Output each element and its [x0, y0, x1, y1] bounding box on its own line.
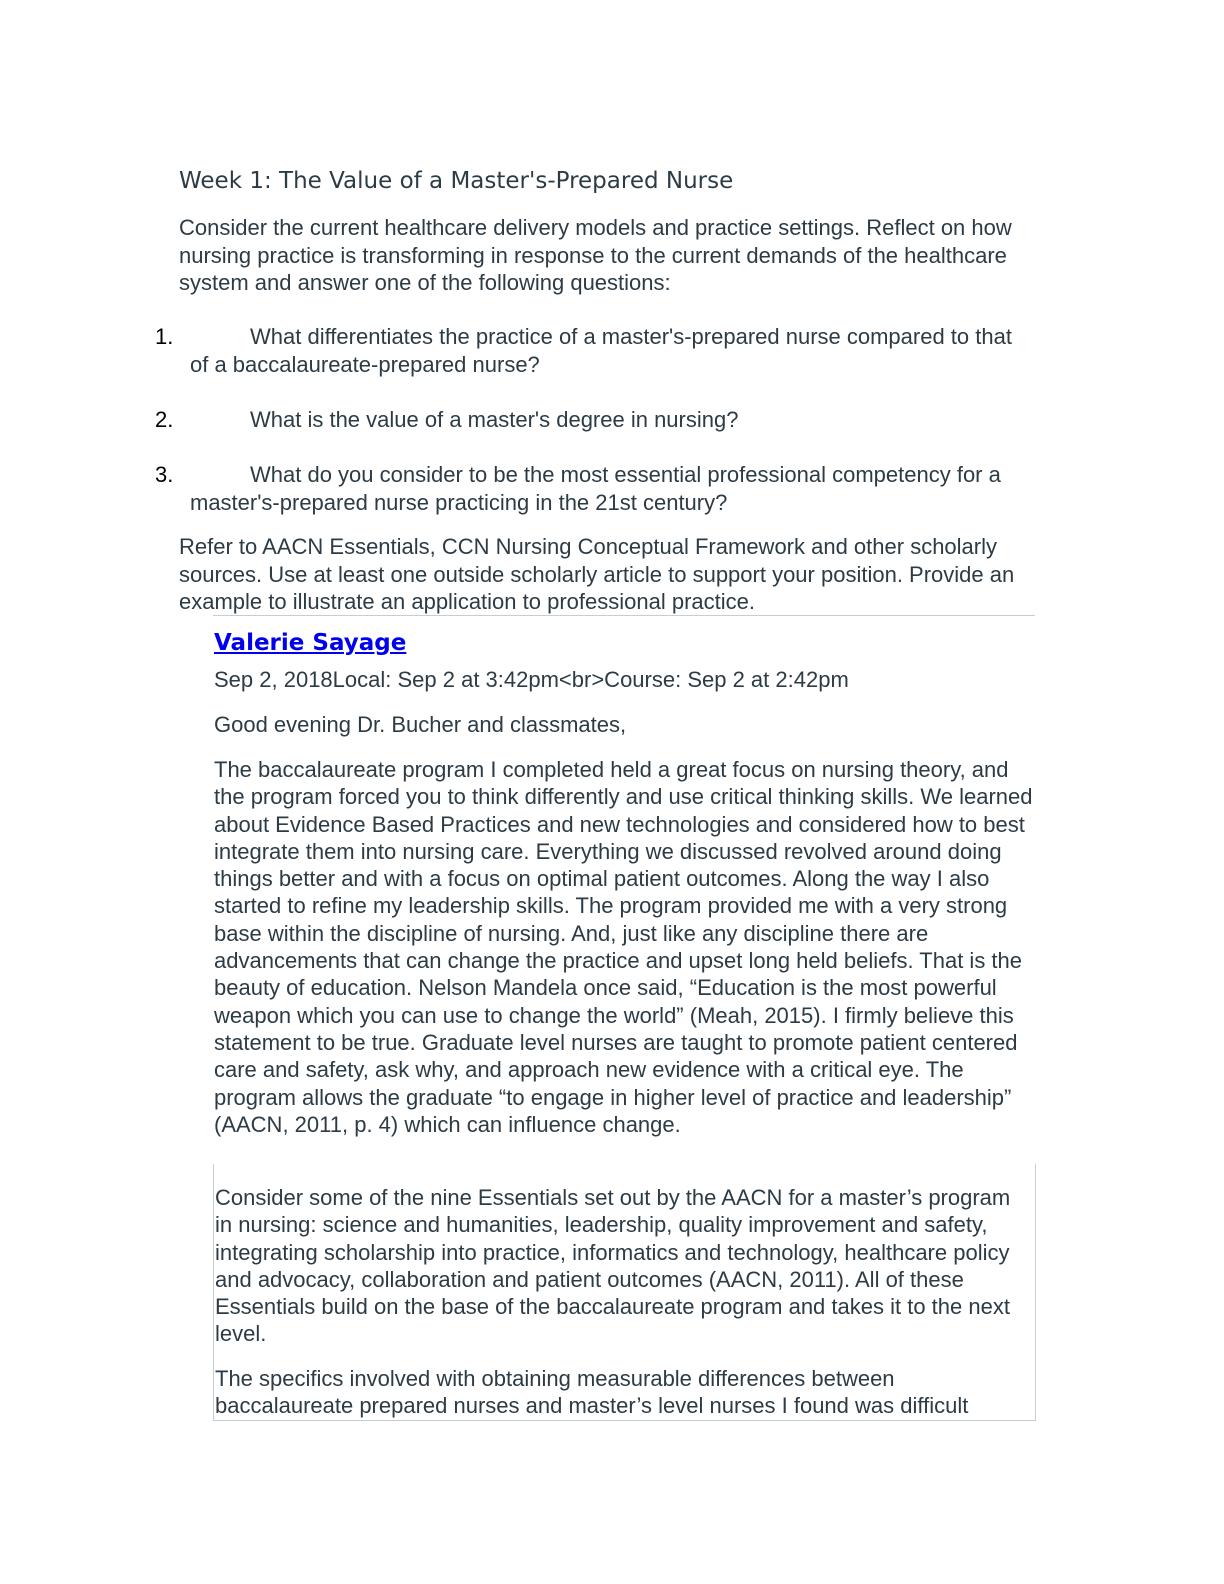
post-content-box	[213, 1164, 1036, 1421]
post-paragraph-3: The specifics involved with obtaining measurable differences between baccalaureate prepared nurses and master’s level nurses I found was difficult	[215, 1366, 969, 1419]
question-item-3	[155, 461, 1035, 516]
question-text: What is the value of a master's degree in nursing?	[250, 407, 739, 432]
page-title: Week 1: The Value of a Master's-Prepared Nurse	[179, 168, 734, 194]
question-number: 3.	[155, 462, 174, 487]
post-author-link[interactable]: Valerie Sayage	[214, 630, 407, 656]
question-number: 2.	[155, 407, 174, 432]
question-text: What do you consider to be the most essential professional competency for a master's-prepared nurse practicing in the 21st century?	[190, 462, 1001, 515]
question-number: 1.	[155, 324, 174, 349]
question-text: What differentiates the practice of a master's-prepared nurse compared to that of a baccalaureate-prepared nurse?	[190, 324, 1012, 377]
question-item-1	[155, 323, 1035, 378]
post-paragraph-1: The baccalaureate program I completed held a great focus on nursing theory, and the program forced you to think differently and use critical thinking skills. We learned about Evidence Based Practices and new technologies and considered how to best integrate them into nursing care. Everything we discussed revolved around doing things better and with a focus on optimal patient outcomes. Along the way I also started to refine my leadership skills. The program provided me with a very strong base within the discipline of nursing. And, just like any discipline there are advancements that can change the practice and upset long held beliefs. That is the beauty of education. Nelson Mandela once said, “Education is the most powerful weapon which you can use to change the world” (Meah, 2015). I firmly believe this statement to be true. Graduate level nurses are taught to promote patient centered care and safety, ask why, and approach new evidence with a critical eye. The program allows the graduate “to engage in higher level of practice and leadership” (AACN, 2011, p. 4) which can influence change.	[214, 757, 1033, 1137]
prompt-instructions: Refer to AACN Essentials, CCN Nursing Conceptual Framework and other scholarly sources. Use at least one outside scholarly article to support your position. Provide an example to illustrate an application to professional practice.	[179, 534, 1015, 614]
prompt-intro: Consider the current healthcare delivery models and practice settings. Reflect on how nursing practice is transforming in response to the current demands of the healthcare system and answer one of the following questions:	[179, 215, 1012, 295]
section-divider	[213, 615, 1035, 616]
post-paragraph-2: Consider some of the nine Essentials set out by the AACN for a master’s program in nursing: science and humanities, leadership, quality improvement and safety, integrating scholarship into practice, informatics and technology, healthcare policy and advocacy, collaboration and patient outcomes (AACN, 2011). All of these Essentials build on the base of the baccalaureate program and takes it to the next level.	[215, 1185, 1011, 1347]
post-timestamp: Sep 2, 2018Local: Sep 2 at 3:42pm<br>Course: Sep 2 at 2:42pm	[214, 667, 849, 692]
question-item-2	[155, 406, 1035, 434]
post-greeting: Good evening Dr. Bucher and classmates,	[214, 712, 627, 737]
